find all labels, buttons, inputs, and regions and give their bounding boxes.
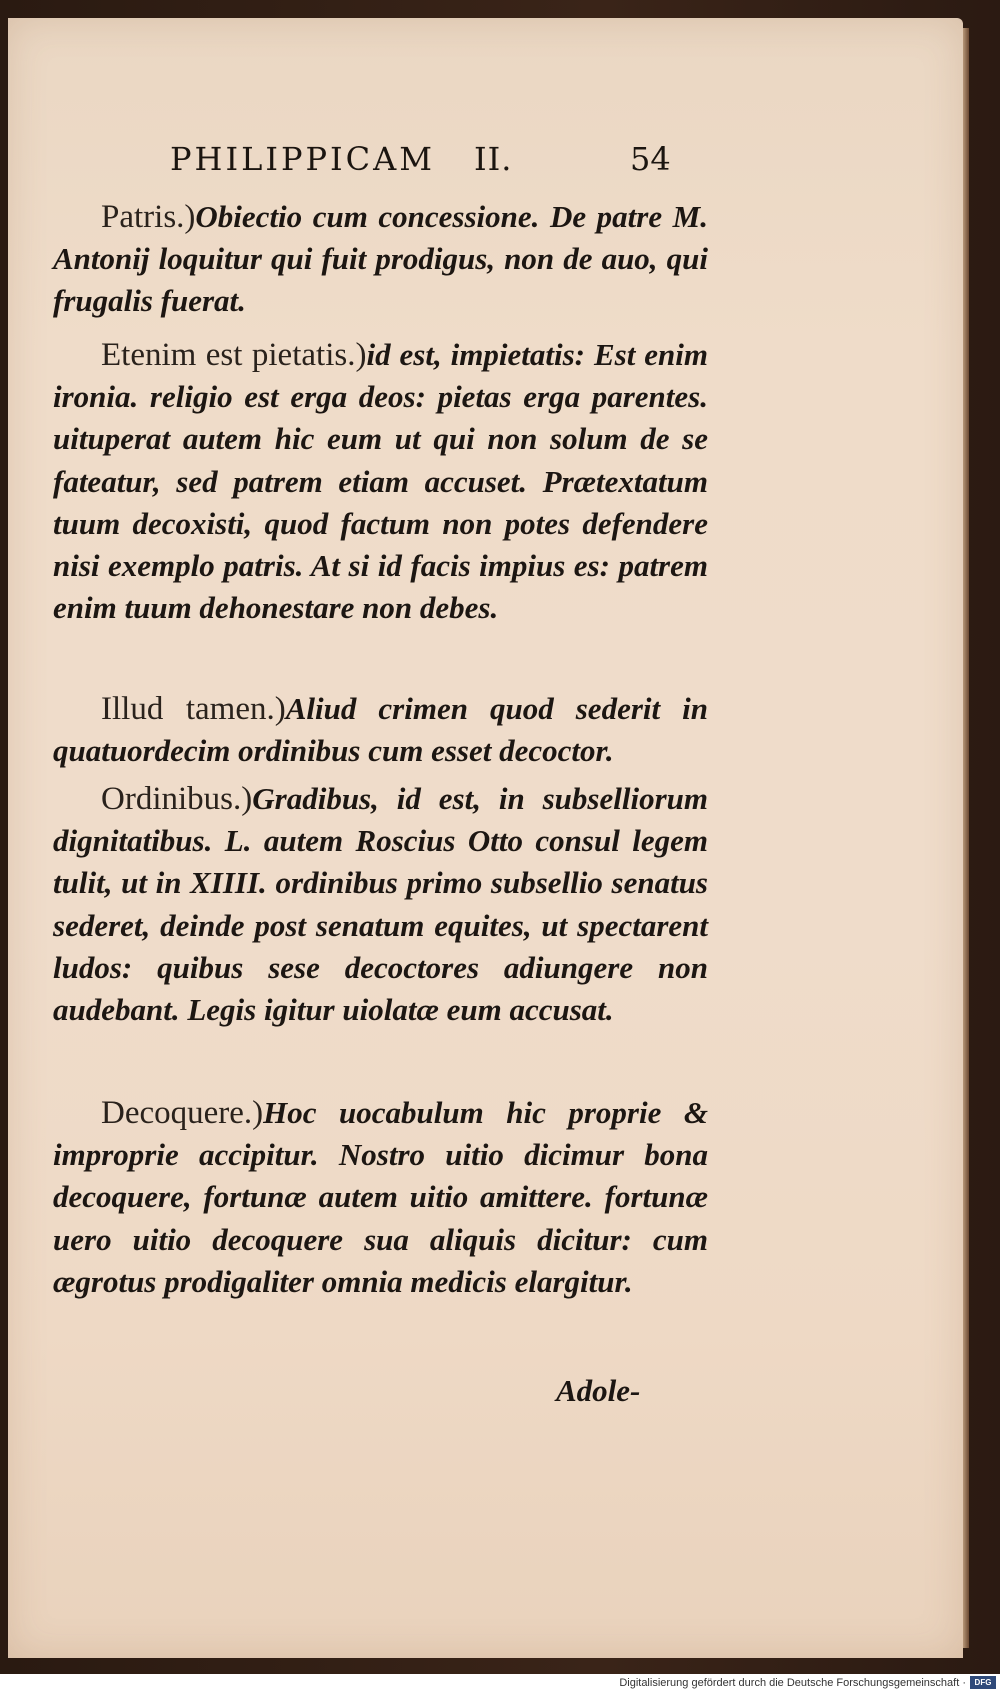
header-title: PHILIPPICAM	[170, 140, 436, 178]
entry-gloss: Gradibus, id est, in subselliorum dignitatibus. L. autem Roscius Otto consul legem tulit, ut in XIIII. ordinibus primo subsellio senatus sederet, deinde post senatum equites, ut spectarent ludos: quibus sese decoctores adiungere non audebant. Legis igitur uiolatæ eum accusat.	[53, 781, 708, 1028]
funding-note: Digitalisierung gefördert durch die Deutsche Forschungsgemeinschaft ·	[619, 1677, 966, 1689]
entry-gloss: Obiectio cum concessione. De patre M. Antonij loquitur qui fuit prodigus, non de auo, qui frugalis fuerat.	[53, 199, 708, 319]
digitization-footer	[0, 1674, 1000, 1692]
entry-lemma: Decoquere.)	[101, 1095, 264, 1131]
commentary-entry-etenim	[53, 334, 708, 629]
entry-lemma: Patris.)	[101, 199, 196, 235]
entry-lemma: Ordinibus.)	[101, 781, 253, 817]
entry-gloss: Aliud crimen quod sederit in quatuordecim ordinibus cum esset decoctor.	[53, 691, 708, 769]
page-edge	[963, 28, 969, 1648]
commentary-entry-patris	[53, 196, 708, 323]
commentary-entry-illud-tamen	[53, 688, 708, 772]
header-numeral: II.	[474, 140, 513, 178]
commentary-entry-ordinibus	[53, 778, 708, 1031]
catchword: Adole-	[556, 1373, 641, 1408]
commentary-entry-decoquere	[53, 1092, 708, 1303]
book-page	[8, 18, 963, 1658]
page-number: 54	[630, 140, 671, 178]
dfg-logo-icon: DFG	[970, 1676, 996, 1689]
entry-lemma: Illud tamen.)	[101, 691, 286, 727]
entry-lemma: Etenim est pietatis.)	[101, 337, 367, 373]
entry-gloss: Hoc uocabulum hic proprie & improprie accipitur. Nostro uitio dicimur bona decoquere, fortunæ autem uitio amittere. fortunæ uero uitio decoquere sua aliquis dicitur: cum ægrotus prodigaliter omnia medicis elargitur.	[53, 1095, 708, 1299]
running-header	[170, 140, 670, 190]
entry-gloss: id est, impietatis: Est enim ironia. religio est erga deos: pietas erga parentes. uituperat autem hic eum ut qui non solum de se fateatur, sed patrem etiam accuset. Prætextatum tuum decoxisti, quod factum non potes defendere nisi exemplo patris. At si id facis impius es: patrem enim tuum dehonestare non debes.	[53, 337, 708, 626]
